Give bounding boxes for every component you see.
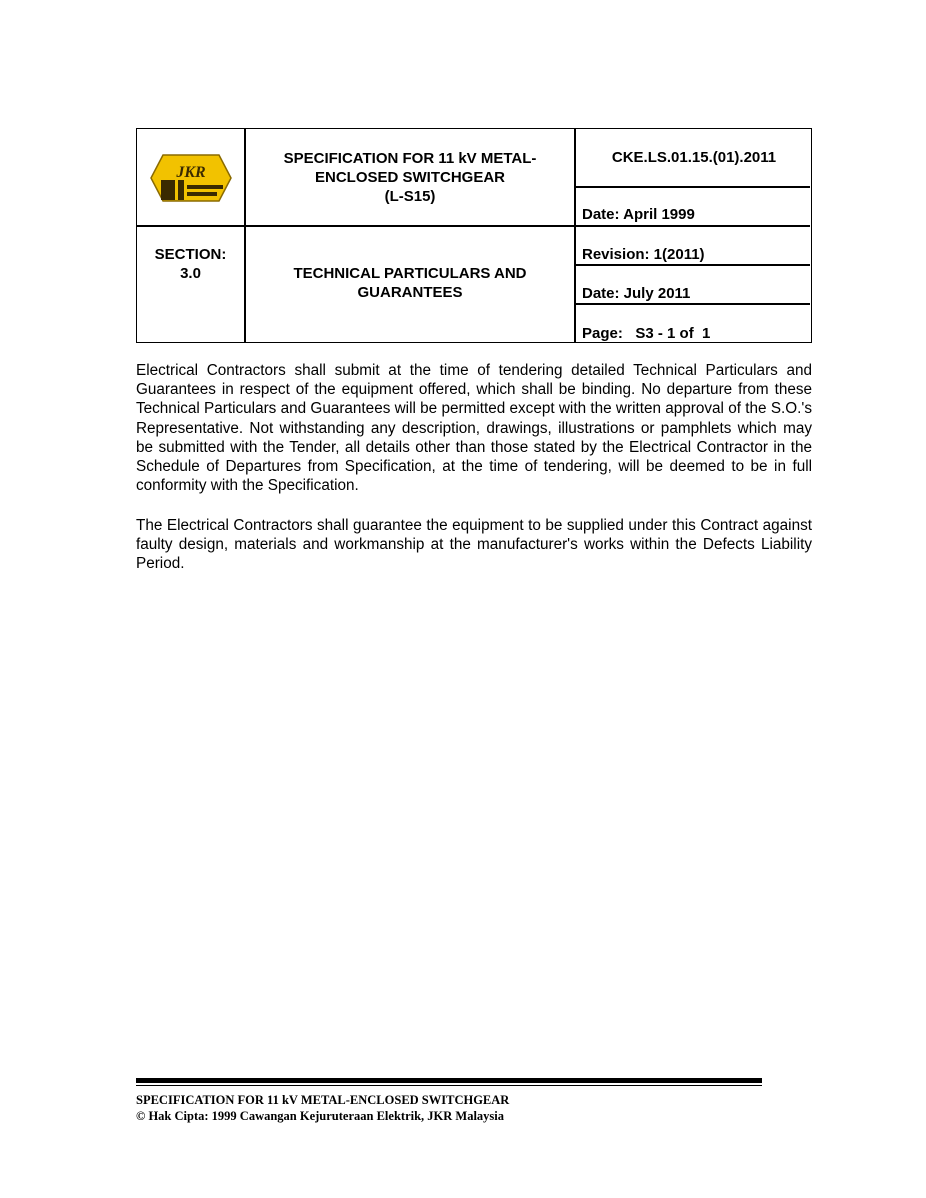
section-label-text: SECTION: xyxy=(154,246,227,263)
section-title-line: GUARANTEES xyxy=(357,284,463,301)
header-divider xyxy=(137,225,810,227)
section-title xyxy=(247,264,573,302)
body-paragraph: The Electrical Contractors shall guarantee the equipment to be supplied under this Contract against faulty design, materials and workmanship at the manufacturer's works within the Defects Liability Period. xyxy=(136,517,812,573)
spec-title xyxy=(247,149,573,206)
svg-text:JKR: JKR xyxy=(176,164,206,181)
header-divider xyxy=(244,129,246,342)
footer-rule-thin xyxy=(136,1085,762,1086)
spec-title-line: ENCLOSED SWITCHGEAR xyxy=(314,169,505,186)
spec-title-line: (L-S15) xyxy=(384,188,436,205)
footer-rule xyxy=(136,1078,762,1083)
header-divider xyxy=(574,303,810,305)
document-header-table xyxy=(136,128,812,343)
spec-title-line: SPECIFICATION FOR 11 kV METAL- xyxy=(283,150,537,167)
header-divider xyxy=(574,264,810,266)
footer-copyright: © Hak Cipta: 1999 Cawangan Kejuruteraan Elektrik, JKR Malaysia xyxy=(136,1109,505,1123)
original-date: Date: April 1999 xyxy=(582,206,695,223)
jkr-logo xyxy=(149,149,233,207)
revision-date: Date: July 2011 xyxy=(582,285,691,302)
section-label xyxy=(137,245,244,283)
header-divider xyxy=(574,186,810,188)
section-title-line: TECHNICAL PARTICULARS AND xyxy=(293,265,527,282)
body-paragraph: Electrical Contractors shall submit at the time of tendering detailed Technical Particulars and Guarantees in respect of the equipment offered, which shall be binding. No departure from these Technical Particulars and Guarantees will be permitted except with the written approval of the S.O.'s Representative. Not withstanding any description, drawings, illustrations or pamphlets which may be submitted with the Tender, all details other than those stated by the Electrical Contractor in the Schedule of Departures from Specification, at the time of tendering, will be deemed to be in full conformity with the Specification. xyxy=(136,362,812,495)
document-code: CKE.LS.01.15.(01).2011 xyxy=(611,149,777,166)
revision-number: Revision: 1(2011) xyxy=(582,246,705,263)
footer-title: SPECIFICATION FOR 11 kV METAL-ENCLOSED SWITCHGEAR xyxy=(136,1093,510,1107)
section-number: 3.0 xyxy=(180,265,201,282)
page-number: Page: S3 - 1 of 1 xyxy=(582,325,711,342)
header-divider xyxy=(574,129,576,342)
